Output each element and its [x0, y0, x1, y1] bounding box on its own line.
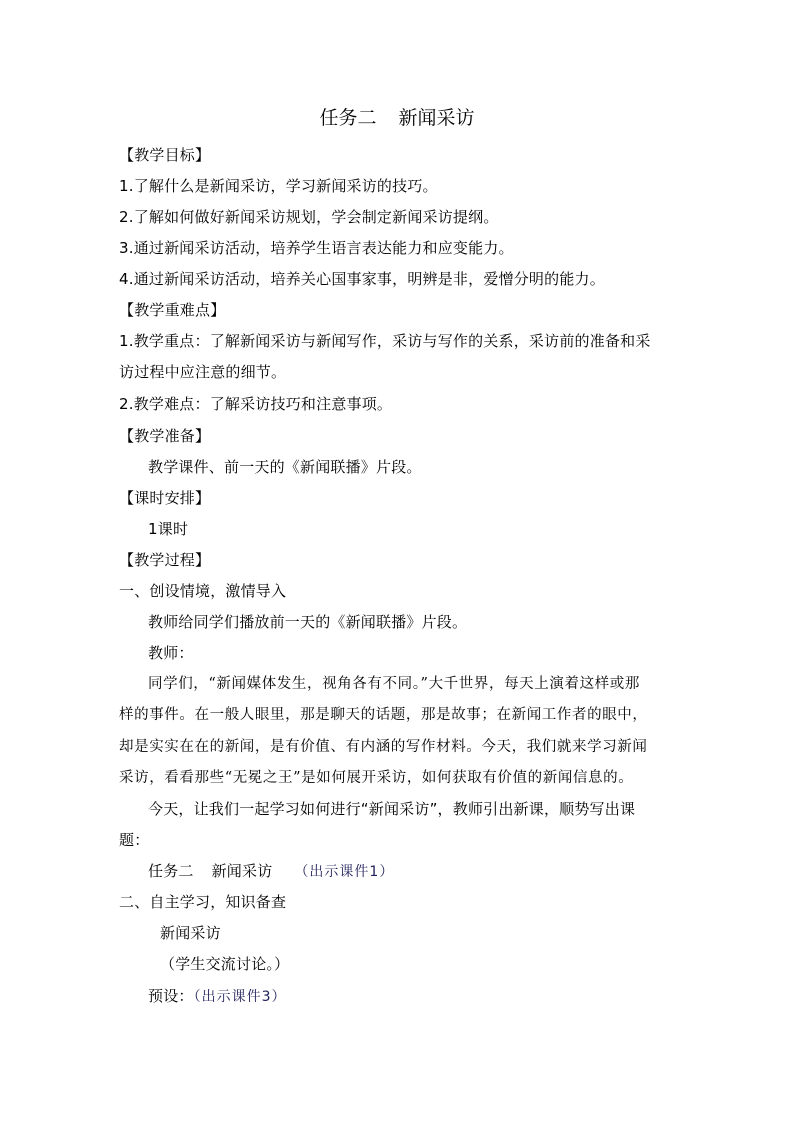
- schedule-text: 1课时: [148, 520, 189, 538]
- quote-line-3: 却是实实在在的新闻，是有价值、有内涵的写作材料。今天，我们就来学习新闻: [119, 739, 648, 755]
- intro-line-1: 今天，让我们一起学习如何进行“新闻采访”，教师引出新课，顺势写出课: [148, 800, 636, 818]
- task-line-part-a: 任务二: [148, 862, 194, 880]
- subheading-news-interview: 新闻采访: [160, 924, 221, 942]
- key-point-2: 2.教学难点：了解采访技巧和注意事项。: [119, 395, 393, 413]
- quote-line-1: 同学们，“新闻媒体发生，视角各有不同。”大千世界，每天上演着这样或那: [148, 676, 640, 692]
- section-2-heading: 二、自主学习，知识备查: [119, 893, 287, 911]
- key-point-1-line2: 访过程中应注意的细节。: [119, 363, 287, 381]
- preparation-text: 教学课件、前一天的《新闻联播》片段。: [148, 458, 422, 476]
- heading-teaching-goals: 【教学目标】: [119, 146, 211, 164]
- intro-line-2: 题：: [119, 831, 150, 849]
- quote-line-4: 采访，看看那些“无冕之王”是如何展开采访，如何获取有价值的新闻信息的。: [119, 770, 634, 786]
- section-1-paragraph: 教师给同学们播放前一天的《新闻联播》片段。: [148, 613, 468, 631]
- discussion-note: （学生交流讨论。）: [160, 955, 290, 973]
- title-part1: 任务二: [319, 107, 377, 129]
- goal-item-4: 4.通过新闻采访活动，培养关心国事家事，明辨是非，爱憎分明的能力。: [119, 270, 605, 288]
- quote-line-2: 样的事件。在一般人眼里，那是聊天的话题，那是故事；在新闻工作者的眼中，: [119, 707, 648, 723]
- courseware-ref-1: （出示课件1）: [294, 864, 395, 880]
- heading-process: 【教学过程】: [119, 551, 211, 569]
- section-1-heading: 一、创设情境，激情导入: [119, 582, 287, 600]
- courseware-ref-3: （出示课件3）: [193, 989, 287, 1005]
- goal-item-2: 2.了解如何做好新闻采访规划，学会制定新闻采访提纲。: [119, 208, 499, 226]
- title-part2: 新闻采访: [398, 107, 475, 129]
- heading-key-points: 【教学重难点】: [119, 301, 226, 319]
- preset-label: 预设：: [148, 987, 194, 1005]
- teacher-label: 教师：: [148, 644, 194, 662]
- preset-line: [148, 986, 708, 1007]
- page-title: [0, 106, 794, 130]
- goal-item-3: 3.通过新闻采访活动，培养学生语言表达能力和应变能力。: [119, 239, 514, 257]
- task-title-line: [148, 861, 708, 882]
- goal-item-1: 1.了解什么是新闻采访，学习新闻采访的技巧。: [119, 177, 438, 195]
- heading-preparation: 【教学准备】: [119, 427, 211, 445]
- task-line-part-b: 新闻采访: [211, 862, 273, 880]
- key-point-1-line1: 1.教学重点：了解新闻采访与新闻写作，采访与写作的关系，采访前的准备和采: [119, 332, 651, 350]
- heading-schedule: 【课时安排】: [119, 489, 211, 507]
